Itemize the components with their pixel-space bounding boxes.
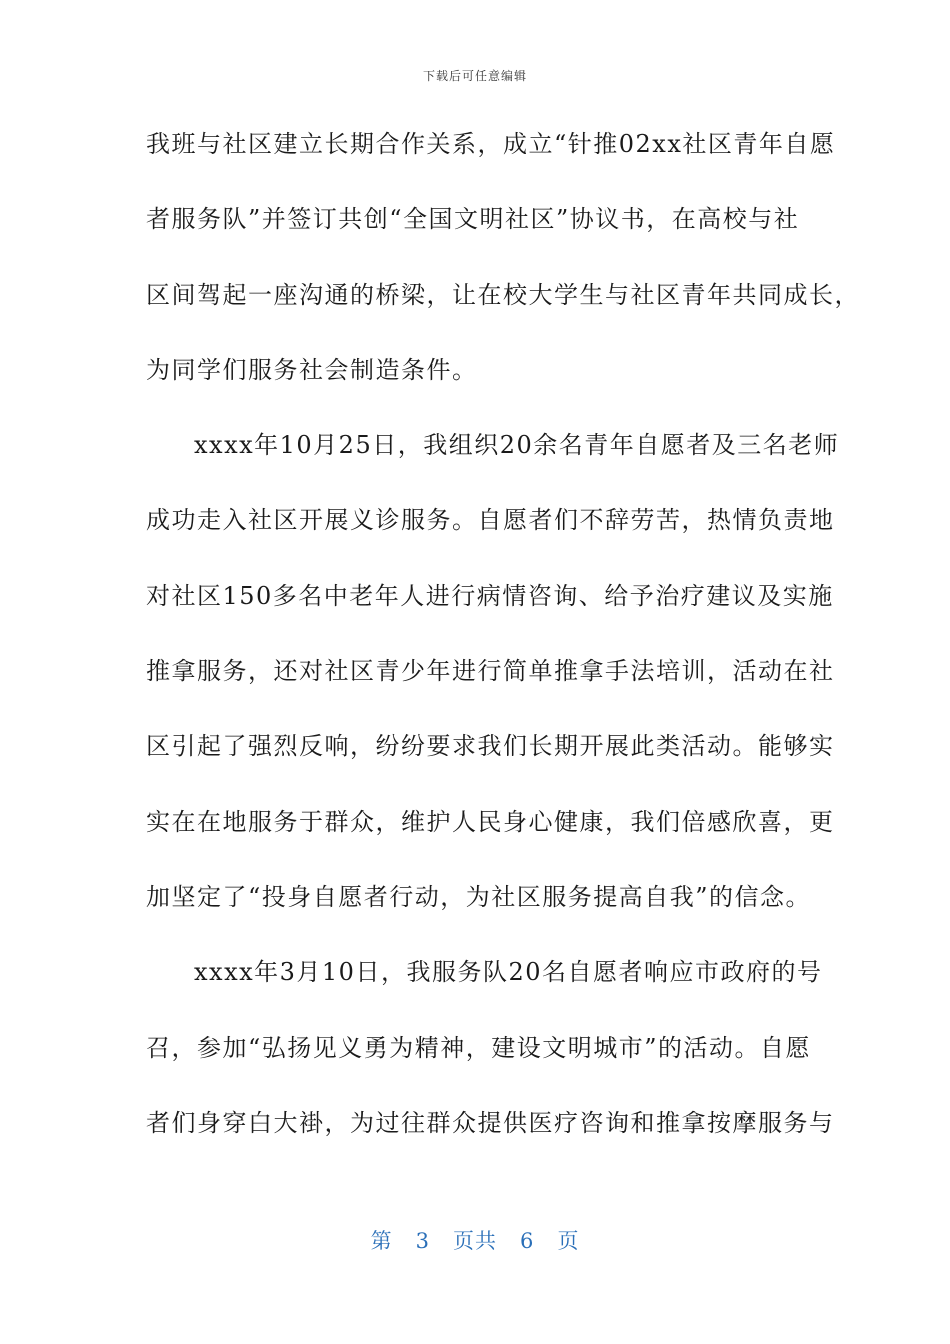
- footer-suffix: 页: [557, 1229, 580, 1253]
- document-body: [146, 118, 860, 1172]
- current-page-number: 3: [415, 1229, 430, 1253]
- text-line: 推拿服务，还对社区青少年进行简单推拿手法培训，活动在社: [146, 657, 835, 686]
- paragraph-first-line: xxxx年3月10日，我服务队20名自愿者响应市政府的号: [194, 958, 823, 987]
- text-line: 召，参加“弘扬见义勇为精神，建设文明城市”的活动。自愿: [146, 1033, 812, 1062]
- text-line: 区间驾起一座沟通的桥梁，让在校大学生与社区青年共同成长，: [146, 280, 860, 309]
- text-line: 者服务队”并签订共创“全国文明社区”协议书，在高校与社: [146, 205, 800, 234]
- text-line: 为同学们服务社会制造条件。: [146, 355, 478, 384]
- header-note: 下载后可任意编辑: [422, 69, 527, 83]
- total-pages-number: 6: [520, 1229, 535, 1253]
- text-line: 我班与社区建立长期合作关系，成立“针推02xx社区青年自愿: [146, 130, 836, 158]
- footer-middle: 页共: [453, 1229, 497, 1253]
- page-number-footer: [0, 1225, 950, 1255]
- paragraph-first-line: xxxx年10月25日，我组织20余名青年自愿者及三名老师: [194, 431, 840, 460]
- footer-prefix: 第: [370, 1229, 393, 1253]
- text-line: 实在在地服务于群众，维护人民身心健康，我们倍感欣喜，更: [146, 807, 835, 836]
- text-line: 者们身穿白大褂，为过往群众提供医疗咨询和推拿按摩服务与: [146, 1108, 835, 1137]
- text-line: 加坚定了“投身自愿者行动，为社区服务提高自我”的信念。: [146, 882, 812, 911]
- text-line: 对社区150多名中老年人进行病情咨询、给予治疗建议及实施: [146, 581, 834, 610]
- text-line: 成功走入社区开展义诊服务。自愿者们不辞劳苦，热情负责地: [146, 506, 835, 535]
- text-line: 区引起了强烈反响，纷纷要求我们长期开展此类活动。能够实: [146, 732, 835, 761]
